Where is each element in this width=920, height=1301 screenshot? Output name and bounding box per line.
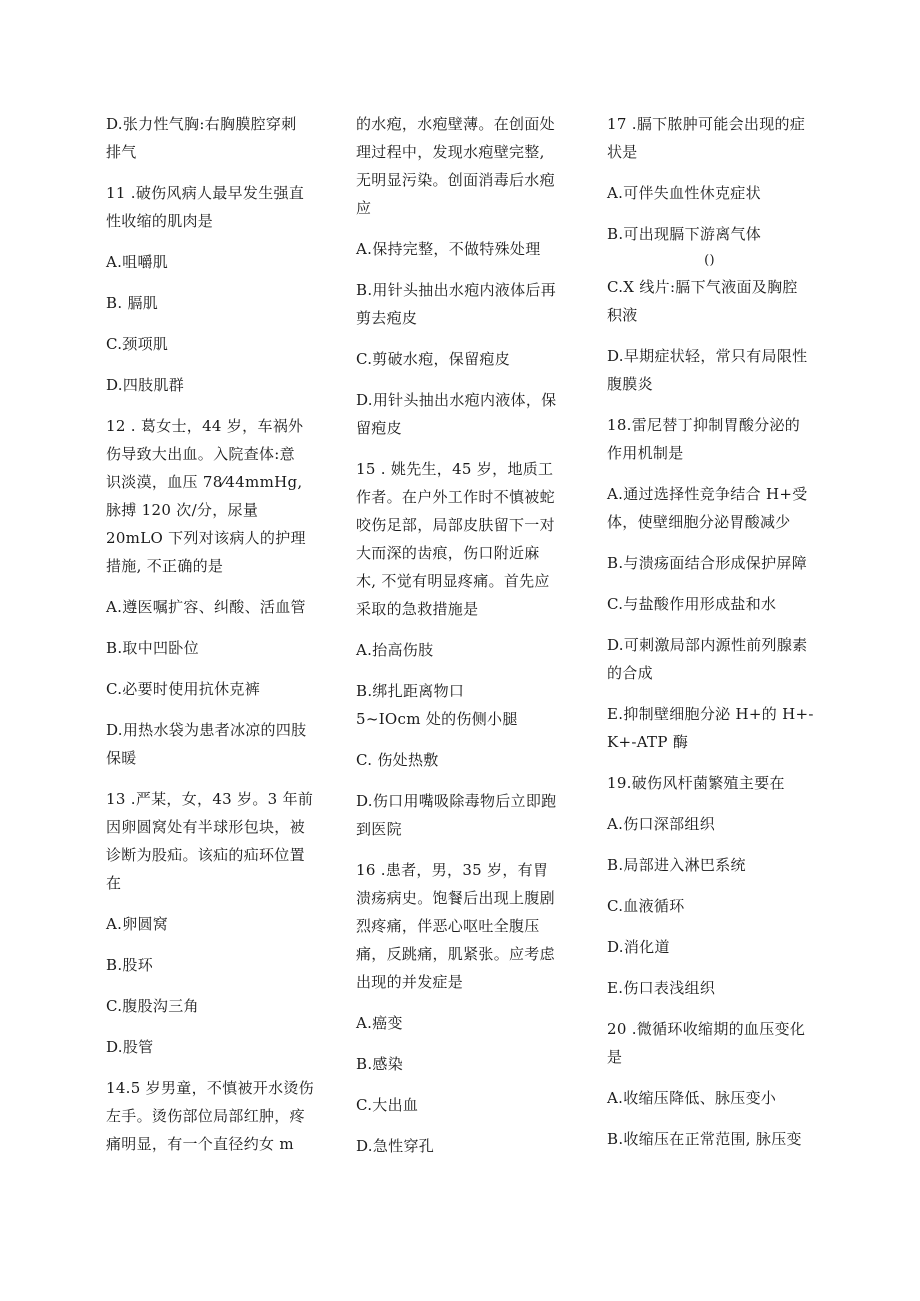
text-line: A.保持完整，不做特殊处理 (356, 240, 541, 258)
text-line: 左手。烫伤部位局部红肿，疼 (106, 1107, 305, 1125)
text-line: C.与盐酸作用形成盐和水 (607, 595, 777, 613)
text-line: 痛明显，有一个直径约女 m (106, 1135, 294, 1153)
column-left (106, 110, 321, 1171)
question-paragraph (356, 345, 571, 373)
question-paragraph (106, 951, 321, 979)
question-paragraph (607, 220, 822, 248)
text-line: A.可伴失血性休克症状 (607, 184, 761, 202)
text-line: C.必要时使用抗休克裤 (106, 680, 261, 698)
text-line: B.收缩压在正常范围, 脉压变 (607, 1130, 802, 1148)
question-paragraph (106, 785, 321, 897)
text-line: 的水疱，水疱壁薄。在创面处 (356, 115, 555, 133)
text-line: 腹膜炎 (607, 375, 653, 393)
question-paragraph (607, 110, 822, 166)
question-paragraph (607, 342, 822, 398)
question-paragraph (607, 892, 822, 920)
text-line: C.剪破水疱，保留疱皮 (356, 350, 511, 368)
text-line: D.早期症状轻，常只有局限性 (607, 347, 808, 365)
question-paragraph (607, 631, 822, 687)
text-line: 溃疡病史。饱餐后出现上腹剧 (356, 889, 555, 907)
text-line: 识淡漠，血压 78⁄44mmHg, (106, 473, 303, 491)
text-line: E.伤口表浅组织 (607, 979, 716, 997)
text-line: B.与溃疡面结合形成保护屏障 (607, 554, 807, 572)
text-line: D.股管 (106, 1038, 154, 1056)
text-line: A.卵圆窝 (106, 915, 169, 933)
question-paragraph (106, 593, 321, 621)
question-paragraph (106, 910, 321, 938)
question-paragraph (356, 386, 571, 442)
text-line: () (704, 253, 715, 268)
column-right (607, 110, 822, 1166)
question-paragraph (356, 1009, 571, 1037)
text-line: 到医院 (356, 820, 402, 838)
text-line: C.颈项肌 (106, 335, 169, 353)
text-line: 脉搏 120 次/分，尿量 (106, 501, 259, 519)
question-paragraph (106, 675, 321, 703)
text-line: 保暖 (106, 749, 137, 767)
text-line: D.四肢肌群 (106, 376, 185, 394)
text-line: 19.破伤风杆菌繁殖主要在 (607, 774, 785, 792)
text-line: 应 (356, 199, 372, 217)
question-paragraph (106, 289, 321, 317)
text-line: 无明显污染。创面消毒后水疱 (356, 171, 555, 189)
text-line: B.局部进入淋巴系统 (607, 856, 746, 874)
text-line: 是 (607, 1048, 623, 1066)
text-line: 大而深的齿痕，伤口附近麻 (356, 544, 540, 562)
text-line: D.急性穿孔 (356, 1137, 435, 1155)
text-line: 采取的急救措施是 (356, 600, 479, 618)
question-paragraph (106, 371, 321, 399)
question-paragraph (607, 769, 822, 797)
question-paragraph (106, 110, 321, 166)
question-paragraph (356, 276, 571, 332)
question-paragraph (106, 1074, 321, 1158)
text-line: E.抑制壁细胞分泌 H+的 H+- (607, 705, 814, 723)
text-line: 5~IOcm 处的伤侧小腿 (356, 710, 518, 728)
question-paragraph (356, 455, 571, 623)
column-middle (356, 110, 571, 1173)
text-line: C.腹股沟三角 (106, 997, 199, 1015)
text-line: A.伤口深部组织 (607, 815, 716, 833)
text-line: D.消化道 (607, 938, 670, 956)
question-paragraph (607, 247, 822, 275)
question-paragraph (607, 480, 822, 536)
question-paragraph (356, 677, 571, 733)
text-line: 12 . 葛女士，44 岁，车祸外 (106, 417, 304, 435)
text-line: D.用热水袋为患者冰凉的四肢 (106, 721, 307, 739)
text-line: 11 .破伤风病人最早发生强直 (106, 184, 305, 202)
text-line: 理过程中，发现水疱壁完整, (356, 143, 545, 161)
question-paragraph (106, 634, 321, 662)
text-line: A.收缩压降低、脉压变小 (607, 1089, 777, 1107)
text-line: A.通过选择性竞争结合 H+受 (607, 485, 808, 503)
text-line: A.抬高伤肢 (356, 641, 434, 659)
text-line: 出现的并发症是 (356, 973, 464, 991)
text-line: 14.5 岁男童，不慎被开水烫伤 (106, 1079, 314, 1097)
question-paragraph (607, 933, 822, 961)
text-line: D.用针头抽出水疱内液体，保 (356, 391, 557, 409)
text-line: B.股环 (106, 956, 153, 974)
text-line: 作用机制是 (607, 444, 684, 462)
text-line: 木, 不觉有明显疼痛。首先应 (356, 572, 550, 590)
text-line: 咬伤足部，局部皮肤留下一对 (356, 516, 555, 534)
question-paragraph (607, 1125, 822, 1153)
question-paragraph (356, 746, 571, 774)
text-line: C.血液循环 (607, 897, 685, 915)
question-paragraph (607, 179, 822, 207)
question-paragraph (607, 1084, 822, 1112)
question-paragraph (356, 856, 571, 996)
text-line: 作者。在户外工作时不慎被蛇 (356, 488, 555, 506)
question-paragraph (607, 974, 822, 1002)
question-paragraph (106, 248, 321, 276)
question-paragraph (356, 1132, 571, 1160)
text-line: K+-ATP 酶 (607, 733, 689, 751)
text-line: 16 .患者，男，35 岁，有胃 (356, 861, 549, 879)
text-line: C.X 线片:膈下气液面及胸腔 (607, 278, 798, 296)
text-line: D.伤口用嘴吸除毒物后立即跑 (356, 792, 557, 810)
question-paragraph (607, 411, 822, 467)
question-paragraph (607, 273, 822, 329)
text-line: 状是 (607, 143, 638, 161)
text-line: D.张力性气胸:右胸膜腔穿刺 (106, 115, 297, 133)
question-paragraph (607, 851, 822, 879)
question-paragraph (356, 636, 571, 664)
text-line: A.咀嚼肌 (106, 253, 169, 271)
question-paragraph (356, 787, 571, 843)
question-paragraph (106, 179, 321, 235)
question-paragraph (106, 330, 321, 358)
text-line: A.遵医嘱扩容、纠酸、活血管 (106, 598, 306, 616)
text-line: 诊断为股疝。该疝的疝环位置 (106, 846, 305, 864)
text-line: 在 (106, 874, 122, 892)
text-line: 排气 (106, 143, 137, 161)
question-paragraph (607, 549, 822, 577)
text-line: 留疱皮 (356, 419, 402, 437)
text-line: 17 .膈下脓肿可能会出现的症 (607, 115, 806, 133)
question-paragraph (356, 1091, 571, 1119)
text-line: 15 . 姚先生，45 岁，地质工 (356, 460, 554, 478)
question-paragraph (106, 412, 321, 580)
text-line: 20 .微循环收缩期的血压变化 (607, 1020, 806, 1038)
text-line: 18.雷尼替丁抑制胃酸分泌的 (607, 416, 801, 434)
text-line: 烈疼痛，伴恶心呕吐全腹压 (356, 917, 540, 935)
question-paragraph (607, 590, 822, 618)
question-paragraph (356, 110, 571, 222)
text-line: B.用针头抽出水疱内液体后再 (356, 281, 556, 299)
text-line: B.感染 (356, 1055, 403, 1073)
question-paragraph (356, 235, 571, 263)
text-line: 性收缩的肌肉是 (106, 212, 214, 230)
text-line: D.可刺激局部内源性前列腺素 (607, 636, 808, 654)
text-line: 痛，反跳痛，肌紧张。应考虑 (356, 945, 555, 963)
text-line: 积液 (607, 306, 638, 324)
text-line: 体，使壁细胞分泌胃酸减少 (607, 513, 791, 531)
text-line: C.大出血 (356, 1096, 419, 1114)
text-line: 措施, 不正确的是 (106, 557, 224, 575)
question-paragraph (106, 992, 321, 1020)
text-line: 剪去疱皮 (356, 309, 418, 327)
text-line: B.可出现膈下游离气体 (607, 225, 762, 243)
text-line: 13 .严某，女，43 岁。3 年前 (106, 790, 314, 808)
text-line: 伤导致大出血。入院查体:意 (106, 445, 295, 463)
text-line: 20mLO 下列对该病人的护理 (106, 529, 306, 547)
question-paragraph (356, 1050, 571, 1078)
question-paragraph (106, 716, 321, 772)
text-line: A.癌变 (356, 1014, 403, 1032)
text-line: C. 伤处热敷 (356, 751, 439, 769)
text-line: B.绑扎距离物口 (356, 682, 465, 700)
text-line: 的合成 (607, 664, 653, 682)
question-paragraph (607, 810, 822, 838)
question-paragraph (607, 700, 822, 756)
text-line: B. 膈肌 (106, 294, 159, 312)
text-line: B.取中凹卧位 (106, 639, 199, 657)
text-line: 因卵圆窝处有半球形包块，被 (106, 818, 305, 836)
question-paragraph (607, 1015, 822, 1071)
question-paragraph (106, 1033, 321, 1061)
